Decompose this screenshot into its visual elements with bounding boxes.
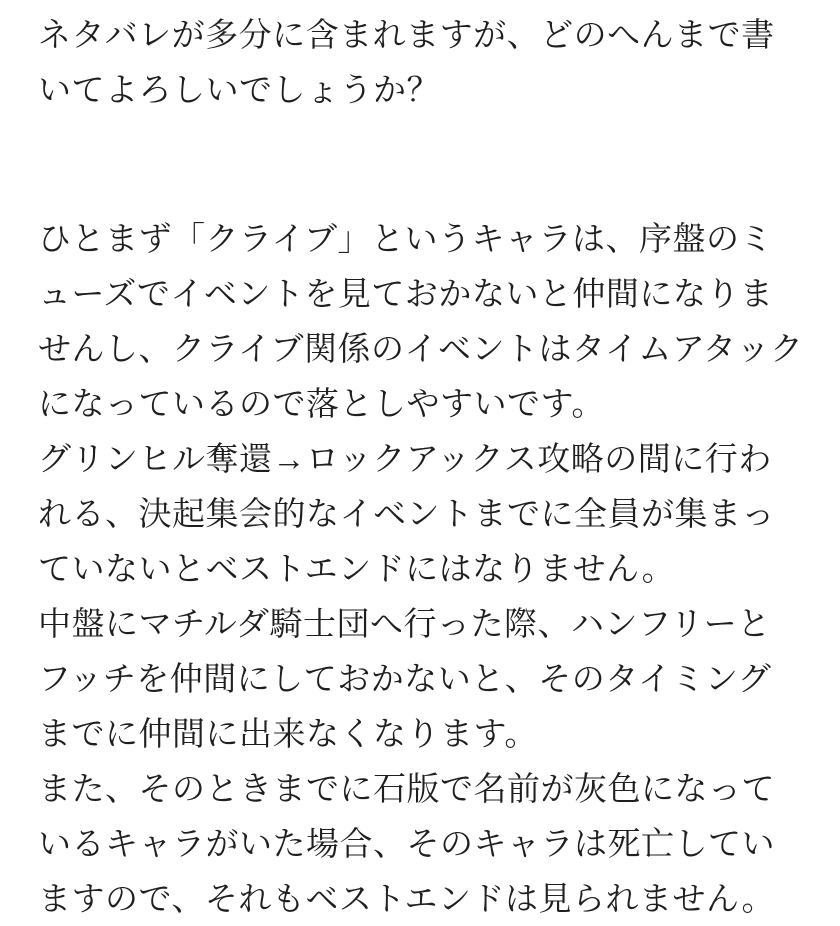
question-text: ネタバレが多分に含まれますが、どのへんまで書いてよろしいでしょうか？ bbox=[38, 16, 775, 108]
answer-block bbox=[38, 211, 804, 926]
answer-paragraph: グリンヒル奪還→ロックアックス攻略の間に行われる、決起集会的なイベントまでに全員が集まっていないとベストエンドにはなりません。 bbox=[38, 440, 775, 587]
answer-paragraph: ひとまず「クライブ」というキャラは、序盤のミューズでイベントを見ておかないと仲間になりませんし、クライブ関係のイベントはタイムアタックになっているので落としやすいです。 bbox=[38, 220, 804, 422]
answer-paragraph: また、そのときまでに石版で名前が灰色になっているキャラがいた場合、そのキャラは死亡していますので、それもベストエンドは見られません。 bbox=[38, 770, 775, 917]
answer-paragraph: 中盤にマチルダ騎士団へ行った際、ハンフリーとフッチを仲間にしておかないと、そのタイミングまでに仲間に出来なくなります。 bbox=[38, 605, 772, 752]
